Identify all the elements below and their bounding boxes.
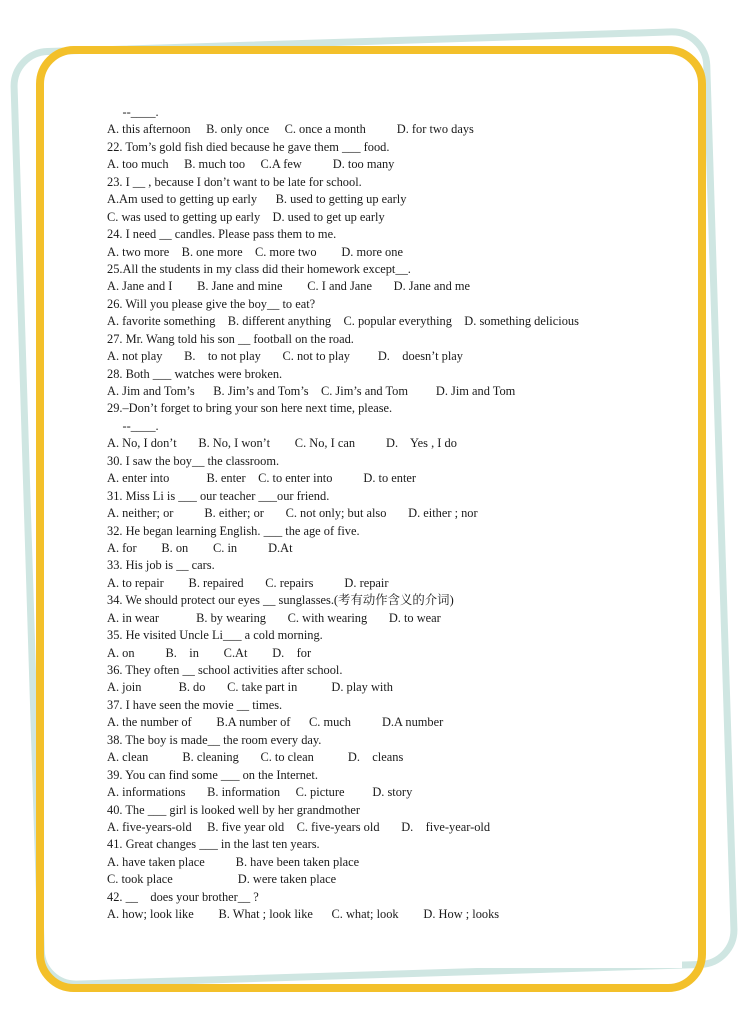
text-line: --____. bbox=[107, 105, 159, 119]
text-line: A. for B. on C. in D.At bbox=[107, 540, 293, 555]
text-line: A. on B. in C.At D. for bbox=[107, 645, 312, 660]
text-line: A. join B. do C. take part in D. play with bbox=[107, 680, 393, 695]
text-line: 36. They often __ school activities after school. bbox=[107, 663, 343, 677]
text-line: 25.All the students in my class did their homework except__. bbox=[107, 261, 411, 276]
text-line: A. favorite something B. different anything C. popular everything D. something delicious bbox=[107, 314, 579, 329]
text-line: A. this afternoon B. only once C. once a month D. for two days bbox=[107, 122, 474, 137]
text-line: A. in wear B. by wearing C. with wearing D. to wear bbox=[107, 610, 441, 625]
text-line: 32. He began learning English. ___ the age of five. bbox=[107, 523, 360, 538]
text-line: 33. His job is __ cars. bbox=[107, 558, 215, 573]
text-line: A. the number of B.A number of C. much D.A number bbox=[107, 715, 444, 730]
text-line: A. Jim and Tom’s B. Jim’s and Tom’s C. Jim’s and Tom D. Jim and Tom bbox=[107, 384, 516, 398]
text-line: 42. __ does your brother__ ? bbox=[107, 889, 259, 904]
text-line: A. how; look like B. What ; look like C. what; look D. How ; looks bbox=[107, 907, 500, 922]
text-line: A. clean B. cleaning C. to clean D. cleans bbox=[107, 750, 404, 765]
text-line: 34. We should protect our eyes __ sunglasses.(考有动作含义的介词) bbox=[107, 593, 454, 608]
text-line: 27. Mr. Wang told his son __ football on the road. bbox=[107, 331, 354, 346]
text-line: 22. Tom’s gold fish died because he gave them ___ food. bbox=[107, 139, 390, 154]
text-line: A. informations B. information C. picture D. story bbox=[107, 785, 413, 800]
text-line: A. too much B. much too C.A few D. too many bbox=[107, 157, 395, 172]
text-line: 28. Both ___ watches were broken. bbox=[107, 366, 283, 381]
text-line: 41. Great changes ___ in the last ten years. bbox=[107, 837, 320, 852]
text-line: A. neither; or B. either; or C. not only; but also D. either ; nor bbox=[107, 506, 478, 521]
text-line: 23. I __ , because I don’t want to be late for school. bbox=[107, 174, 362, 189]
text-line: 26. Will you please give the boy__ to eat? bbox=[107, 296, 316, 311]
text-line: A. not play B. to not play C. not to play D. doesn’t play bbox=[107, 349, 463, 364]
text-line: 31. Miss Li is ___ our teacher ___our friend. bbox=[107, 488, 330, 503]
text-line: 39. You can find some ___ on the Internet. bbox=[107, 767, 318, 782]
text-line: A. Jane and I B. Jane and mine C. I and Jane D. Jane and me bbox=[107, 279, 471, 294]
text-line: C. was used to getting up early D. used to get up early bbox=[107, 209, 385, 224]
text-line: A. two more B. one more C. more two D. more one bbox=[107, 244, 403, 259]
text-line: A. to repair B. repaired C. repairs D. repair bbox=[107, 575, 389, 590]
text-line: A. No, I don’t B. No, I won’t C. No, I can D. Yes , I do bbox=[107, 436, 457, 451]
text-line: 30. I saw the boy__ the classroom. bbox=[107, 453, 280, 468]
question-text-block bbox=[107, 104, 707, 924]
text-line: A.Am used to getting up early B. used to getting up early bbox=[107, 192, 407, 207]
text-line: 35. He visited Uncle Li___ a cold morning. bbox=[107, 628, 323, 643]
text-line: --____. bbox=[107, 418, 159, 433]
text-line: 29.–Don’t forget to bring your son here next time, please. bbox=[107, 401, 393, 416]
text-line: A. have taken place B. have been taken place bbox=[107, 854, 360, 869]
text-line: 38. The boy is made__ the room every day. bbox=[107, 732, 322, 747]
text-line: C. took place D. were taken place bbox=[107, 872, 337, 887]
text-line: 40. The ___ girl is looked well by her grandmother bbox=[107, 802, 361, 817]
text-line: 37. I have seen the movie __ times. bbox=[107, 697, 283, 712]
text-line: A. five-years-old B. five year old C. five-years old D. five-year-old bbox=[107, 819, 491, 834]
text-line: A. enter into B. enter C. to enter into D. to enter bbox=[107, 471, 417, 486]
text-line: 24. I need __ candles. Please pass them to me. bbox=[107, 227, 337, 242]
